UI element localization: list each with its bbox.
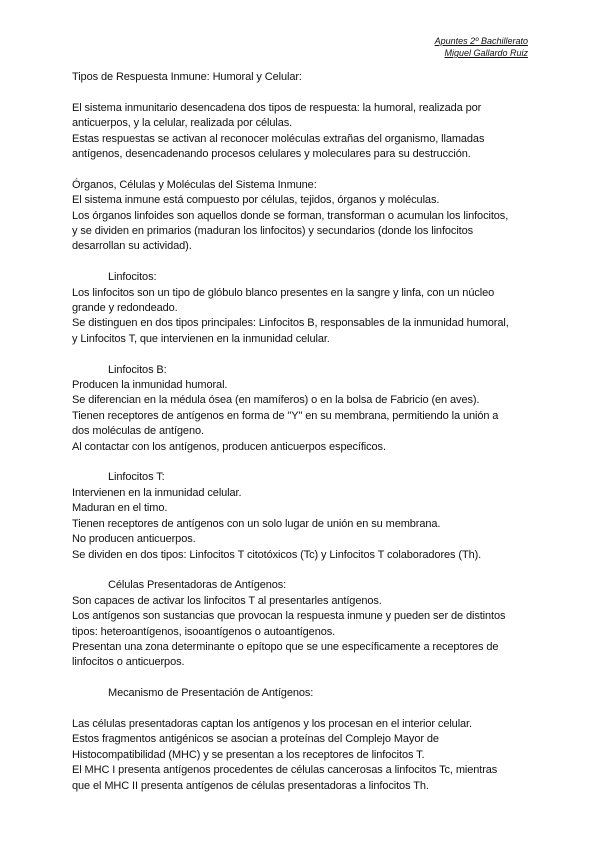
page-header [435, 35, 528, 59]
paragraph-line: El MHC I presenta antígenos procedentes de células cancerosas a linfocitos Tc, mientras [72, 764, 498, 777]
paragraph-line: Son capaces de activar los linfocitos T al presentarles antígenos. [72, 594, 382, 607]
paragraph-line: dos moléculas de antígeno. [72, 425, 204, 438]
paragraph-line: El sistema inmune está compuesto por células, tejidos, órganos y moléculas. [72, 194, 440, 207]
paragraph-line: Presentan una zona determinante o epítopo que se une específicamente a receptores de [72, 640, 499, 653]
paragraph-line: Los antígenos son sustancias que provocan la respuesta inmune y pueden ser de distintos [72, 610, 506, 623]
section-title-cpa: Células Presentadoras de Antígenos: [108, 579, 287, 592]
document-body [72, 70, 532, 794]
paragraph-line: y se dividen en primarios (maduran los linfocitos) y secundarios (donde los linfocitos [72, 225, 474, 238]
paragraph-line: No producen anticuerpos. [72, 533, 196, 546]
section-title-linfocitos: Linfocitos: [108, 271, 157, 284]
section-title-intro: Tipos de Respuesta Inmune: Humoral y Celular: [72, 71, 302, 83]
paragraph-line: desarrollan su actividad). [72, 240, 192, 253]
paragraph-line: antígenos, desencadenando procesos celulares y moleculares para su destrucción. [72, 148, 471, 161]
paragraph-line: Los órganos linfoides son aquellos donde se forman, transforman o acumulan los linfocitos, [72, 209, 509, 222]
paragraph-line: Estos fragmentos antigénicos se asocian a proteínas del Complejo Mayor de [72, 733, 439, 746]
header-course: Apuntes 2º Bachillerato [434, 36, 528, 46]
paragraph-line: Tienen receptores de antígenos con un solo lugar de unión en su membrana. [72, 517, 441, 530]
paragraph-line: grande y redondeado. [72, 302, 178, 315]
section-title-organs: Órganos, Células y Moléculas del Sistema Inmune: [72, 178, 317, 191]
header-author: Miguel Gallardo Ruiz [444, 48, 528, 58]
paragraph-line: El sistema inmunitario desencadena dos tipos de respuesta: la humoral, realizada por [72, 101, 482, 114]
paragraph-line: Al contactar con los antígenos, producen anticuerpos específicos. [72, 440, 386, 453]
paragraph-line: anticuerpos, y la celular, realizada por células. [72, 117, 293, 130]
section-title-mecanismo: Mecanismo de Presentación de Antígenos: [108, 687, 314, 700]
paragraph-line: Histocompatibilidad (MHC) y se presentan a los receptores de linfocitos T. [72, 748, 425, 761]
section-title-linfocitos-t: Linfocitos T: [108, 471, 165, 484]
paragraph-line: Tienen receptores de antígenos en forma de "Y" en su membrana, permitiendo la unión a [72, 409, 499, 422]
paragraph-line: Se diferencian en la médula ósea (en mamíferos) o en la bolsa de Fabricio (en aves). [72, 394, 480, 407]
paragraph-line: Los linfocitos son un tipo de glóbulo blanco presentes en la sangre y linfa, con un núcleo [72, 286, 495, 299]
paragraph-line: Maduran en el timo. [72, 502, 168, 515]
section-title-linfocitos-b: Linfocitos B: [108, 363, 167, 376]
paragraph-line: linfocitos o anticuerpos. [72, 656, 185, 669]
paragraph-line: que el MHC II presenta antígenos de células presentadoras a linfocitos Th. [72, 779, 429, 792]
paragraph-line: Intervienen en la inmunidad celular. [72, 486, 242, 499]
paragraph-line: y Linfocitos T, que intervienen en la inmunidad celular. [72, 332, 330, 345]
paragraph-line: Producen la inmunidad humoral. [72, 379, 228, 392]
paragraph-line: Se dividen en dos tipos: Linfocitos T citotóxicos (Tc) y Linfocitos T colaboradores (Th). [72, 548, 482, 561]
paragraph-line: tipos: heteroantígenos, isooantígenos o autoantígenos. [72, 625, 336, 638]
paragraph-line: Se distinguen en dos tipos principales: Linfocitos B, responsables de la inmunidad humoral, [72, 317, 509, 330]
paragraph-line: Estas respuestas se activan al reconocer moléculas extrañas del organismo, llamadas [72, 132, 485, 145]
paragraph-line: Las células presentadoras captan los antígenos y los procesan en el interior celular. [72, 717, 472, 730]
